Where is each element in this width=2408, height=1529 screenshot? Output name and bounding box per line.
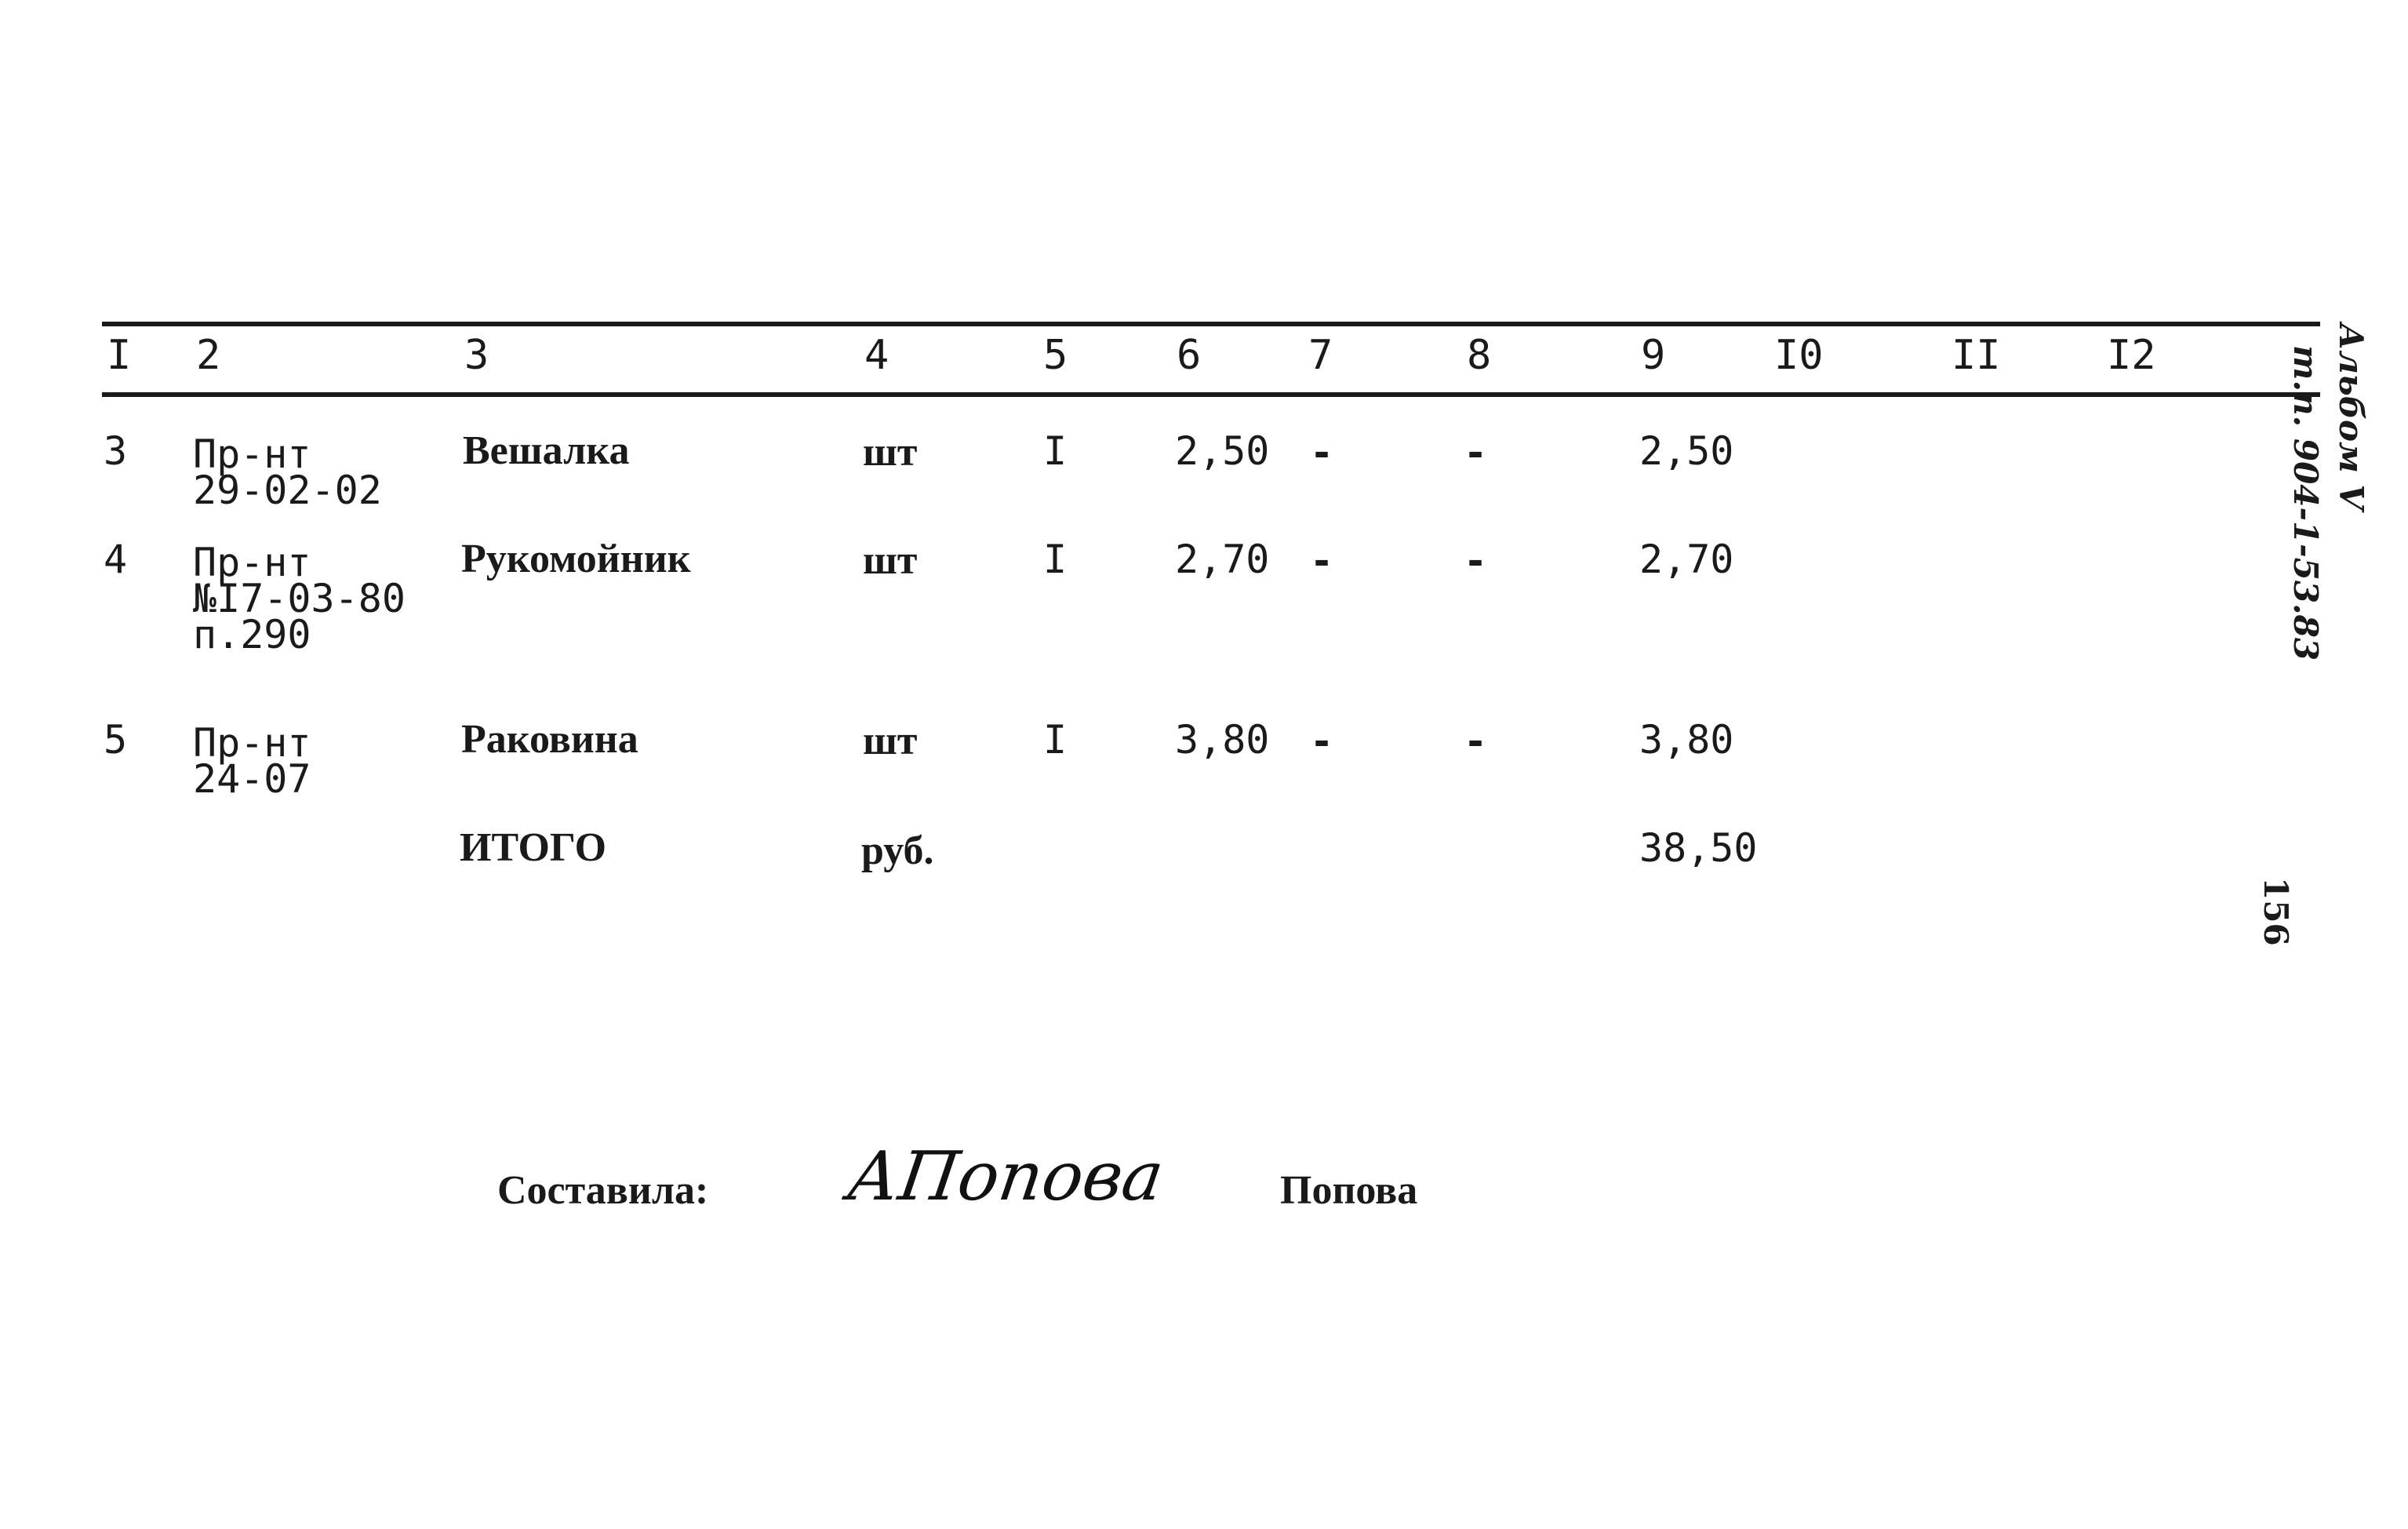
summary-total: 38,50 — [1639, 825, 1758, 871]
row-price: 2,50 — [1175, 428, 1270, 474]
row-unit: шт — [863, 719, 918, 763]
row-unit: шт — [863, 430, 918, 475]
header-col-11: II — [1951, 332, 2001, 379]
row-qty: I — [1043, 428, 1068, 474]
row-total: 3,80 — [1639, 717, 1734, 763]
code-line: 29-02-02 — [193, 468, 382, 513]
header-col-10: I0 — [1774, 332, 1824, 379]
row-number: 5 — [104, 717, 128, 763]
row-total: 2,70 — [1639, 537, 1734, 582]
row-col-7: - — [1310, 430, 1334, 475]
header-col-8: 8 — [1467, 332, 1492, 379]
row-code — [193, 720, 311, 802]
code-line: п.290 — [193, 612, 311, 657]
album-project-number: т.п. 904-1-53.83 — [2286, 345, 2325, 661]
summary-unit: руб. — [861, 828, 934, 873]
row-col-8: - — [1464, 538, 1488, 584]
row-qty: I — [1043, 717, 1068, 763]
header-col-9: 9 — [1641, 332, 1666, 379]
row-name: Раковина — [461, 717, 638, 762]
row-col-7: - — [1310, 538, 1334, 584]
row-price: 3,80 — [1175, 717, 1270, 763]
code-line: Пр-нт — [193, 540, 311, 585]
row-col-8: - — [1464, 719, 1488, 764]
compiled-by-label: Составила: — [497, 1168, 709, 1213]
row-unit: шт — [863, 538, 918, 583]
row-total: 2,50 — [1639, 428, 1734, 474]
header-col-1: I — [107, 332, 132, 379]
code-line: 24-07 — [193, 756, 311, 802]
row-price: 2,70 — [1175, 537, 1270, 582]
compiler-name: Попова — [1280, 1168, 1418, 1213]
row-number: 4 — [104, 537, 128, 582]
header-col-4: 4 — [864, 332, 889, 379]
code-line: №I7-03-80 — [193, 576, 406, 621]
code-line: Пр-нт — [193, 431, 311, 477]
row-code — [193, 431, 382, 513]
header-col-2: 2 — [196, 332, 221, 379]
row-name: Вешалка — [463, 428, 630, 473]
row-code — [193, 540, 406, 657]
table-header-rule — [102, 392, 2320, 397]
row-qty: I — [1043, 537, 1068, 582]
header-col-12: I2 — [2107, 332, 2156, 379]
header-col-7: 7 — [1308, 332, 1333, 379]
header-col-3: 3 — [464, 332, 489, 379]
album-title: Альбом V — [2332, 323, 2370, 511]
page-number: 156 — [2257, 877, 2295, 946]
code-line: Пр-нт — [193, 720, 311, 766]
row-col-7: - — [1310, 719, 1334, 764]
row-name: Рукомойник — [461, 537, 691, 581]
table-top-rule — [102, 322, 2320, 326]
row-col-8: - — [1464, 430, 1488, 475]
header-col-5: 5 — [1043, 332, 1068, 379]
row-number: 3 — [104, 428, 128, 474]
handwritten-signature: АПопова — [842, 1138, 1169, 1216]
header-col-6: 6 — [1177, 332, 1202, 379]
summary-label: ИТОГО — [460, 825, 607, 870]
